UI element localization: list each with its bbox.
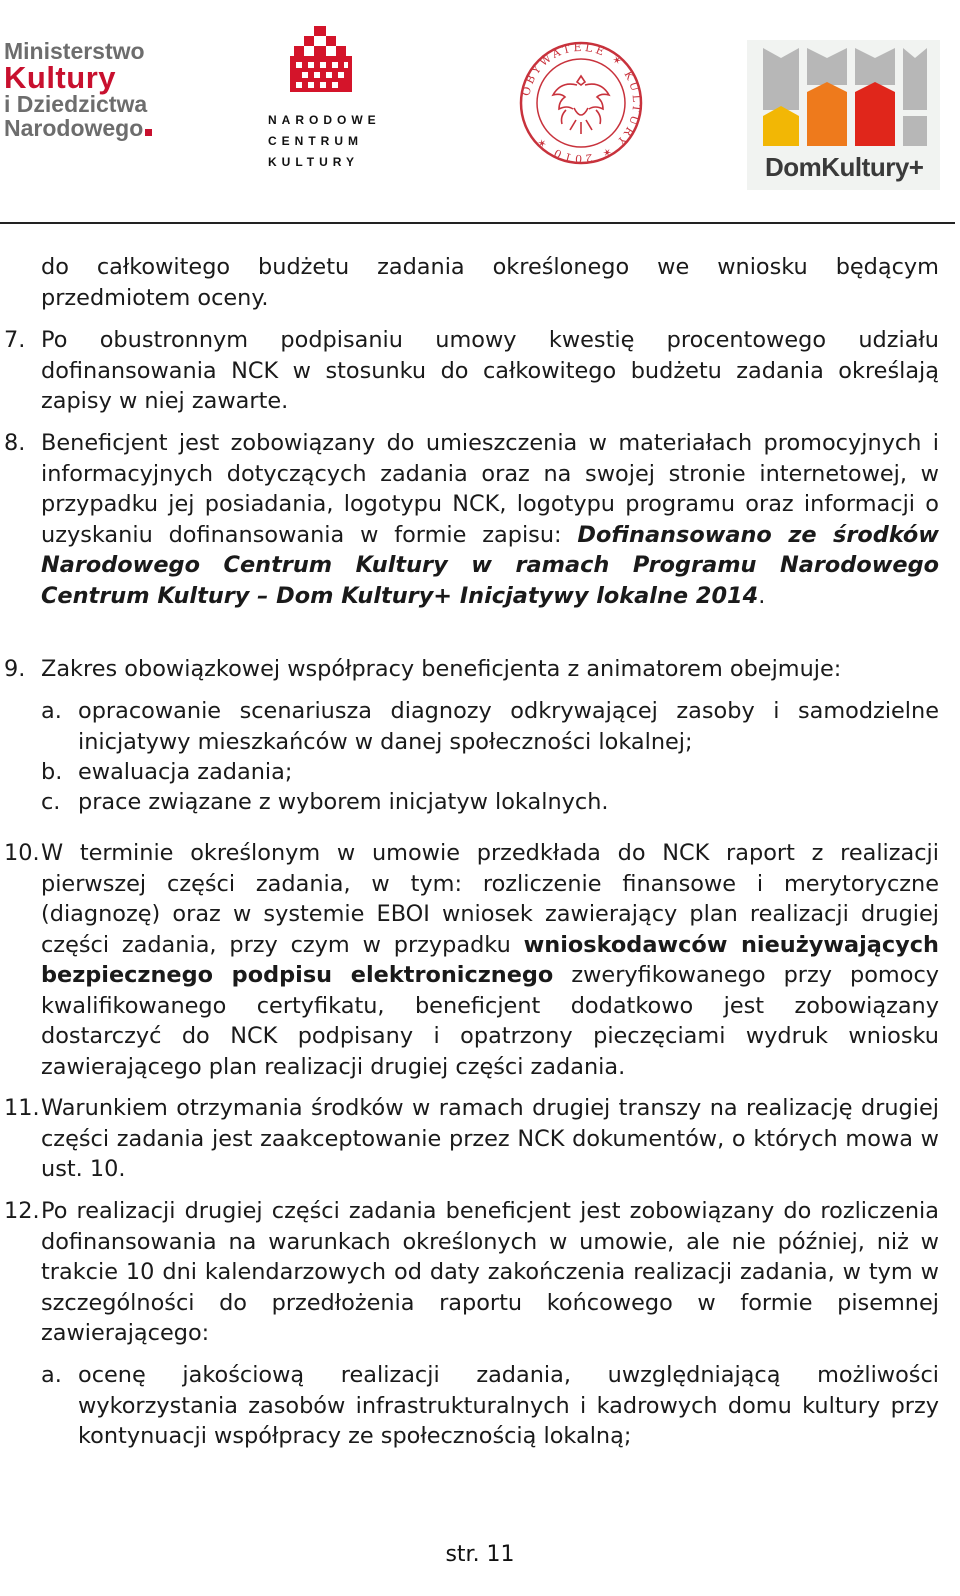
page-number: str. 11 <box>445 1542 515 1567</box>
list-item-11 <box>4 1093 939 1185</box>
list-item-text-plain: Beneficjent jest zobowiązany do umieszczenia w materiałach promocyjnych i informacyjnych dotyczących zadania oraz na swojej stronie internetowej, w przypadku jej posiadania, logotypu NCK, logotypu programu oraz informacji o uzyskaniu dofinansowania w formie zapisu: <box>41 430 939 548</box>
list-item-10 <box>4 838 940 1082</box>
continuation-text: do całkowitego budżetu zadania określonego we wniosku będącym przedmiotem oceny. <box>41 254 939 311</box>
ministry-logo-line4: Narodowego <box>4 115 144 141</box>
sub-item-9a <box>41 696 939 757</box>
ministry-logo-dot <box>145 129 152 136</box>
list-item-text <box>41 840 939 1080</box>
svg-text:OBYWATELE ✶ KULTURY ✶ 2010 ✶: OBYWATELE ✶ KULTURY ✶ 2010 ✶ <box>519 40 644 166</box>
nck-logo-line3: KULTURY <box>268 155 359 169</box>
nck-logo-line1: NARODOWE <box>268 113 381 127</box>
list-item-12 <box>4 1196 939 1349</box>
domkultury-logo-text: DomKultury+ <box>765 152 924 182</box>
continuation-paragraph <box>41 252 939 313</box>
sub-item-text: opracowanie scenariusza diagnozy odkrywającej zasoby i samodzielne inicjatywy mieszkańców w danej społeczności lokalnej; <box>78 698 939 755</box>
list-item-text: Po obustronnym podpisaniu umowy kwestię procentowego udziału dofinansowania NCK w stosunku do całkowitego budżetu zadania określają zapisy w niej zawarte. <box>41 327 939 414</box>
emphasis-text: wnioskodawców nieużywających bezpiecznego podpisu elektronicznego <box>41 931 939 988</box>
list-item-text: Zakres obowiązkowej współpracy beneficjenta z animatorem obejmuje: <box>41 656 842 682</box>
list-item-tail: . <box>758 582 766 609</box>
list-item-7 <box>4 325 939 417</box>
list-item-number: 9. <box>4 656 26 682</box>
list-item-text: Warunkiem otrzymania środków w ramach drugiej transzy na realizację drugiej części zadania jest zaakceptowanie przez NCK dokumentów, o których mowa w ust. 10. <box>41 1095 939 1182</box>
sub-item-text: ocenę jakościową realizacji zadania, uwzględniającą możliwości wykorzystania zasobów infrastrukturalnych i kadrowych domu kultury przy kontynuacji współpracy ze społecznością lokalną; <box>78 1362 939 1449</box>
ministry-logo-line2: Kultury <box>4 60 116 95</box>
sub-item-9b <box>41 757 939 788</box>
sub-item-text: ewaluacja zadania; <box>78 759 293 785</box>
list-item-number: 12. <box>4 1198 40 1224</box>
nck-logo-line2: CENTRUM <box>268 134 363 148</box>
sub-item-12a <box>41 1360 939 1452</box>
ministry-logo-line3: i Dziedzictwa <box>4 91 148 117</box>
list-item-number: 7. <box>4 327 26 353</box>
list-item-number: 8. <box>4 430 26 456</box>
list-item-text-plain: W terminie określonym w umowie przedkłada do NCK raport z realizacji pierwszej części zadania, w tym: rozliczenie finansowe i merytoryczne (diagnozę) oraz w systemie EBOI wniosek zawierający plan realizacji drugiej części zadania, przy czym w przypadku <box>41 840 939 958</box>
nck-logo <box>268 26 381 173</box>
sub-item-text: prace związane z wyborem inicjatyw lokalnych. <box>78 789 609 815</box>
list-item-8 <box>4 428 939 611</box>
list-item-tail: zweryfikowanego przy pomocy kwalifikowanego certyfikatu, beneficjent dodatkowo jest zobowiązany dostarczyć do NCK podpisany i opatrzony pieczęciami wydruk wniosku zawierającego plan realizacji drugiej części zadania. <box>41 962 940 1080</box>
header-divider <box>0 222 955 224</box>
domkultury-house-icon <box>747 40 940 152</box>
ministry-logo-line1: Ministerstwo <box>4 38 145 64</box>
list-item-number: 11. <box>4 1095 40 1121</box>
list-item-text: Po realizacji drugiej części zadania beneficjent jest zobowiązany do rozliczenia dofinansowania na warunkach określonych w umowie, ale nie później, niż w trakcie 10 dni kalendarzowych od daty zakończenia realizacji zadania, w tym w szczególności do przedłożenia raportu końcowego w formie pisemnej zawierającego: <box>41 1198 939 1346</box>
page-header <box>0 0 960 225</box>
sub-item-letter: a. <box>41 698 62 724</box>
obywatele-kultury-seal <box>518 40 644 166</box>
nck-emblem-icon <box>290 26 352 92</box>
sub-item-letter: c. <box>41 789 61 815</box>
sub-item-letter: b. <box>41 759 63 785</box>
list-item-number: 10. <box>4 840 40 866</box>
ministry-logo <box>4 38 152 140</box>
list-item-9 <box>4 654 939 685</box>
domkultury-logo <box>747 40 940 190</box>
eagle-icon <box>553 76 609 134</box>
list-item-text <box>41 430 939 609</box>
funding-notice-text: Dofinansowano ze środków Narodowego Centrum Kultury w ramach Programu Narodowego Centrum Kultury – Dom Kultury+ Inicjatywy lokalne 2014 <box>41 521 939 609</box>
sub-item-letter: a. <box>41 1362 62 1388</box>
sub-item-9c <box>41 787 939 818</box>
